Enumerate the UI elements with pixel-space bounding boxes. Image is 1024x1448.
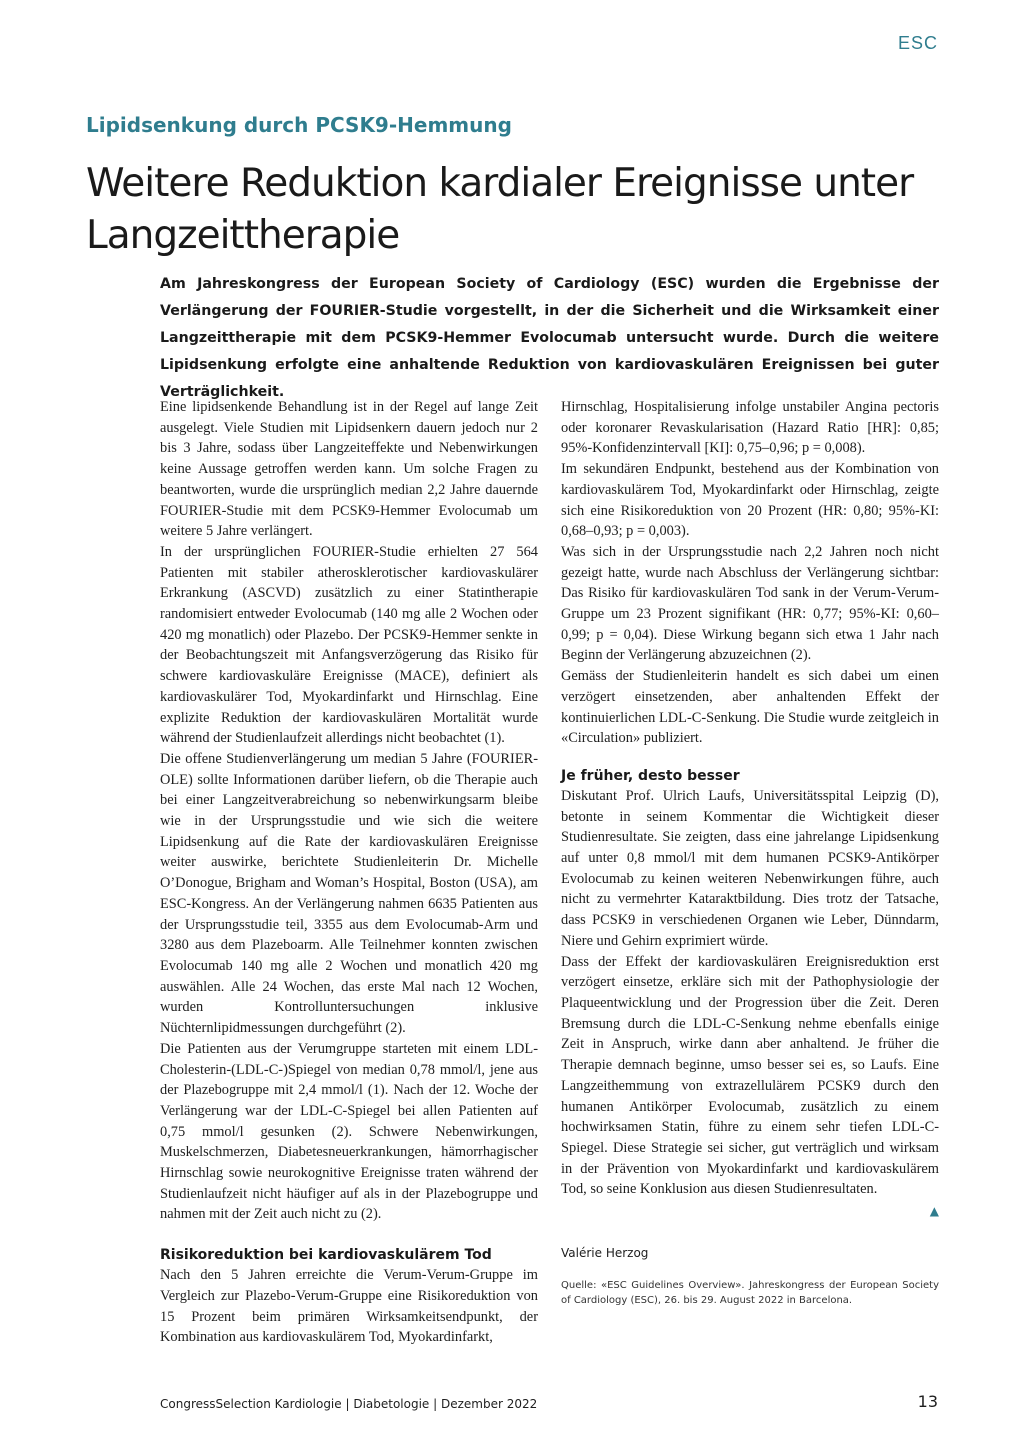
body-paragraph: Gemäss der Studienleiterin handelt es sich dabei um einen verzögert einsetzenden, aber anhaltenden Effekt der kontinuierlichen LDL-C-Senkung. Die Studie wurde zeitgleich in «Circulation» publiziert. [561,668,939,747]
article-title: Weitere Reduktion kardialer Ereignisse unter Langzeittherapie [86,161,914,258]
body-paragraph: Diskutant Prof. Ulrich Laufs, Universitätsspital Leipzig (D), betonte in seinem Kommentar die Wichtigkeit dieser Studienresultate. Sie zeigten, dass eine jahrelange Lipidsenkung auf unter 0,8 mmol/l mit dem humanen PCSK9-Antikörper Evolocumab zu keinen weiteren Nebenwirkungen führe, auch nicht zu vermehrter Kataraktbildung. Dies trotz der Tatsache, dass PCSK9 in verschiedenen Organen wie Leber, Dünndarm, Niere und Gehirn exprimiert würde. [561,787,939,949]
right-column [561,397,939,1308]
end-of-article-marker [561,1200,939,1222]
section-subhead: Risikoreduktion bei kardiovaskulärem Tod [160,1247,492,1264]
body-paragraph: Die offene Studienverlängerung um median 5 Jahre (FOURIER-OLE) sollte Informationen darüber liefern, ob die Therapie auch bei einer Langzeitverabreichung so nebenwirkungsarm bleibe wie in der Ursprungsstudie und wie sich die weitere Lipidsenkung auf die Rate der kardiovaskulären Ereignisse weiter auswirke, berichtete Studienleiterin Dr. Michelle O’Donogue, Brigham and Woman’s Hospital, Boston (USA), am ESC-Kongress. An der Verlängerung nahmen 6635 Patienten aus der Ursprungsstudie teil, 3355 aus dem Evolocumab-Arm und 3280 aus dem Plazeboarm. Alle Teilnehmer konnten zwischen Evolocumab 140 mg alle 2 Wochen und monatlich 420 mg auswählen. Alle 24 Wochen, das erste Mal nach 12 Wochen, wurden Kontrolluntersuchungen inklusive Nüchternlipidmessungen durchgeführt (2). [160,750,538,1037]
author-name: Valérie Herzog [561,1246,649,1261]
body-paragraph: Im sekundären Endpunkt, bestehend aus der Kombination von kardiovaskulärem Tod, Myokardinfarkt oder Hirnschlag, zeigte sich eine Risikoreduktion von 20 Prozent (HR: 0,80; 95%-KI: 0,68–0,93; p = 0,003). [561,461,939,540]
body-paragraph: Nach den 5 Jahren erreichte die Verum-Verum-Gruppe im Vergleich zur Plazebo-Verum-Gruppe eine Risikoreduktion von 15 Prozent beim primären Wirksamkeitsendpunkt, der Kombination aus kardiovaskulärem Tod, Myokardinfarkt, [160,1267,538,1346]
body-paragraph: Was sich in der Ursprungsstudie nach 2,2 Jahren noch nicht gezeigt hatte, wurde nach Abschluss der Verlängerung sichtbar: Das Risiko für kardiovaskulären Tod sank in der Verum-Verum-Gruppe um 23 Prozent signifikant (HR: 0,77; 95%-KI: 0,60–0,99; p = 0,04). Diese Wirkung begann sich etwa 1 Jahr nach Beginn der Verlängerung abzuzeichnen (2). [561,543,939,664]
body-paragraph: Hirnschlag, Hospitalisierung infolge unstabiler Angina pectoris oder koronarer Revaskularisation (Hazard Ratio [HR]: 0,85; 95%-Konfidenzintervall [KI]: 0,75–0,96; p = 0,008). [561,399,939,457]
footer-publication: CongressSelection Kardiologie | Diabetologie | Dezember 2022 [160,1397,538,1411]
body-paragraph: In der ursprünglichen FOURIER-Studie erhielten 27 564 Patienten mit stabiler atherosklerotischer kardiovaskulärer Erkrankung (ASCVD) zusätzlich zu einer Statintherapie randomisiert entweder Evolocumab (140 mg alle 2 Wochen oder 420 mg monatlich) oder Plazebo. Der PCSK9-Hemmer senkte in der Beobachtungszeit mit Anfangsverzögerung das Risiko für schwere kardiovaskuläre Ereignisse (MACE), definiert als kardiovaskulärer Tod, Myokardinfarkt und Hirnschlag. Eine explizite Reduktion der kardiovaskulären Mortalität wurde während der Studienlaufzeit allerdings nicht beobachtet (1). [160,543,538,747]
article-lead: Am Jahreskongress der European Society of Cardiology (ESC) wurden die Ergebnisse der Verlängerung der FOURIER-Studie vorgestellt, in der die Sicherheit und die Wirksamkeit einer Langzeittherapie mit dem PCSK9-Hemmer Evolocumab untersucht wurde. Durch die weitere Lipidsenkung erfolgte eine anhaltende Reduktion von kardiovaskulären Ereignissen bei guter Verträglichkeit. [160,276,939,400]
body-paragraph: Dass der Effekt der kardiovaskulären Ereignisreduktion erst verzögert einsetze, erkläre sich mit der Pathophysiologie der Plaqueentwicklung und der Progression über die Zeit. Deren Bremsung durch die LDL-C-Senkung nehme ebenfalls einige Zeit in Anspruch, wirke dann aber anhaltend. Je früher die Therapie demnach beginne, umso besser sei es, so Laufs. Eine Langzeithemmung von extrazellulärem PCSK9 durch den humanen Antikörper Evolocumab, zusätzlich zu einem hochwirksamen Statin, führe zu einem sehr tiefen LDL-C-Spiegel. Diese Strategie sei sicher, gut verträglich und wirksam in der Prävention von Myokardinfarkt und kardiovaskulärem Tod, so seine Konklusion aus diesen Studienresultaten. [561,953,939,1198]
body-paragraph: Die Patienten aus der Verumgruppe starteten mit einem LDL-Cholesterin-(LDL-C-)Spiegel von median 0,78 mmol/l, jene aus der Plazebogruppe mit 2,4 mmol/l (1). Nach der 12. Woche der Verlängerung war der LDL-C-Spiegel bei allen Patienten auf 0,75 mmol/l gesunken (2). Schwere Nebenwirkungen, Muskelschmerzen, Diabetesneuerkrankungen, hämorrhagischer Hirnschlag sowie neurokognitive Ereignisse traten während der Studienlaufzeit nicht häufiger auf als in der Plazebogruppe und nahmen mit der Zeit auch nicht zu (2). [160,1040,538,1223]
article-kicker: Lipidsenkung durch PCSK9-Hemmung [86,113,512,137]
section-subhead: Je früher, desto besser [561,767,740,784]
triangle-icon: ▲ [929,1204,939,1219]
body-paragraph: Eine lipidsenkende Behandlung ist in der Regel auf lange Zeit ausgelegt. Viele Studien mit Lipidsenkern dauern jedoch nur 2 bis 3 Jahre, sodass über Langzeiteffekte und Nebenwirkungen keine Aussage getroffen werden kann. Um solche Fragen zu beantworten, wurde die ursprünglich median 2,2 Jahre dauernde FOURIER-Studie mit dem PCSK9-Hemmer Evolocumab um weitere 5 Jahre verlängert. [160,399,538,540]
source-note: Quelle: «ESC Guidelines Overview». Jahreskongress der European Society of Cardiology (ESC), 26. bis 29. August 2022 in Barcelona. [561,1280,939,1307]
page-number: 13 [917,1392,938,1411]
left-column [160,397,538,1348]
section-tag: ESC [897,33,938,53]
